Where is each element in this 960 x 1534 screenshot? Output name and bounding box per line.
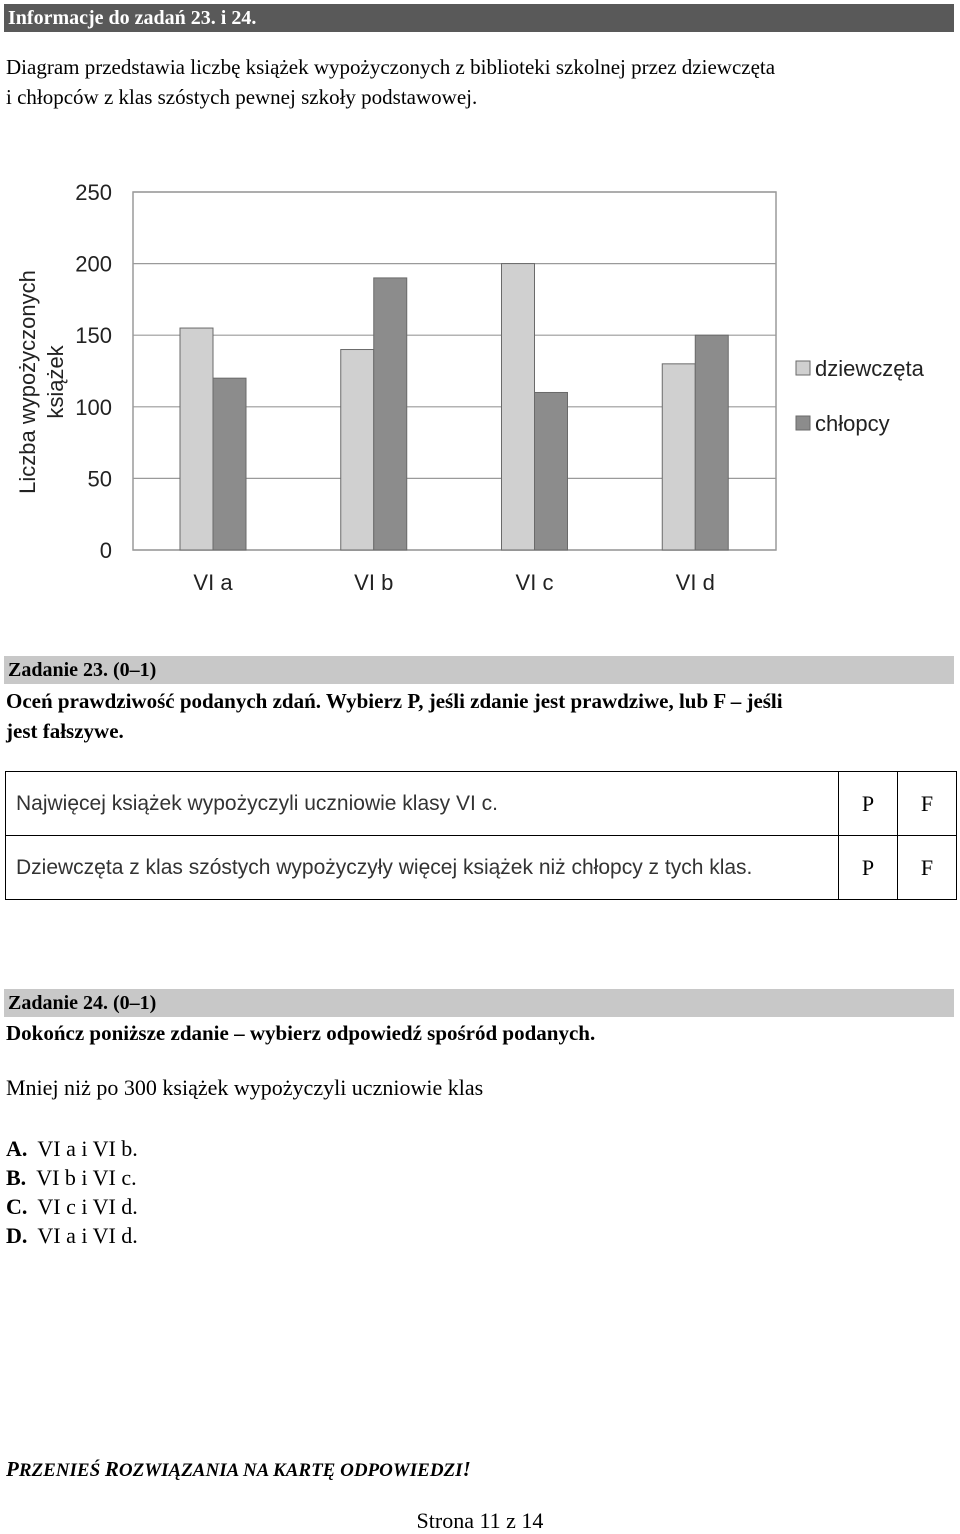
option-letter: C. [6,1194,28,1219]
legend-label: dziewczęta [815,356,924,381]
answer-p-1[interactable]: P [839,772,898,836]
bar [662,364,695,550]
option-d[interactable] [6,1221,138,1250]
true-false-table [5,771,957,900]
y-tick-label: 250 [75,180,112,205]
legend-swatch [796,361,810,375]
page-number: Strona 11 z 14 [416,1508,544,1533]
bar [374,278,407,550]
intro-line-2: i chłopców z klas szóstych pewnej szkoły podstawowej. [6,85,478,109]
y-tick-label: 100 [75,394,112,420]
statement-1: Najwięcej książek wypożyczyli uczniowie klasy VI c. [6,772,839,836]
task-24-stem: Mniej niż po 300 książek wypożyczyli uczniowie klas [6,1075,484,1100]
task-23-instruction [6,686,956,746]
option-c[interactable] [6,1192,138,1221]
task-24-header: Zadanie 24. (0–1) [4,989,954,1017]
x-tick-label: VI d [675,570,715,595]
option-a[interactable] [6,1134,138,1163]
y-tick-label: 200 [75,251,112,277]
answer-p-2[interactable]: P [839,836,898,900]
option-letter: A. [6,1136,28,1161]
task-23-header: Zadanie 23. (0–1) [4,656,954,684]
bar [213,378,246,550]
y-tick-label: 0 [99,538,112,563]
x-tick-label: VI a [193,570,233,595]
option-text: VI b i VI c. [36,1165,137,1190]
y-axis-label: książek [43,345,68,419]
statement-2: Dziewczęta z klas szóstych wypożyczyły więcej książek niż chłopcy z tych klas. [6,836,839,900]
bar-chart [0,160,960,605]
transfer-note: PRZENIEŚ ROZWIĄZANIA NA KARTĘ ODPOWIEDZI! [6,1457,471,1481]
y-axis-label: Liczba wypożyczonych [15,270,40,494]
answer-f-1[interactable]: F [898,772,957,836]
legend-label: chłopcy [815,411,890,436]
task-24-instruction: Dokończ poniższe zdanie – wybierz odpowiedź spośród podanych. [6,1021,596,1045]
bar [695,335,728,550]
bar [180,328,213,550]
table-row [6,772,957,836]
bar [341,350,374,550]
intro-line-1: Diagram przedstawia liczbę książek wypożyczonych z biblioteki szkolnej przez dziewczęta [6,55,776,79]
intro-text [6,52,956,112]
bar [535,392,568,550]
task-23-instruction-line-1: Oceń prawdziwość podanych zdań. Wybierz P, jeśli zdanie jest prawdziwe, lub F – jeśli [6,689,783,713]
bar-chart-svg [0,160,960,600]
option-letter: B. [6,1165,27,1190]
table-row [6,836,957,900]
bar [502,264,535,550]
option-text: VI c i VI d. [37,1194,138,1219]
option-text: VI a i VI d. [37,1223,138,1248]
option-letter: D. [6,1223,28,1248]
answer-options [6,1134,138,1250]
x-tick-label: VI b [354,570,394,595]
option-text: VI a i VI b. [37,1136,138,1161]
answer-f-2[interactable]: F [898,836,957,900]
legend-swatch [796,416,810,430]
y-tick-label: 50 [87,466,112,492]
x-tick-label: VI c [515,570,554,595]
task-23-instruction-line-2: jest fałszywe. [6,719,124,743]
option-b[interactable] [6,1163,138,1192]
y-tick-label: 150 [75,323,112,349]
section-header: Informacje do zadań 23. i 24. [4,4,954,32]
